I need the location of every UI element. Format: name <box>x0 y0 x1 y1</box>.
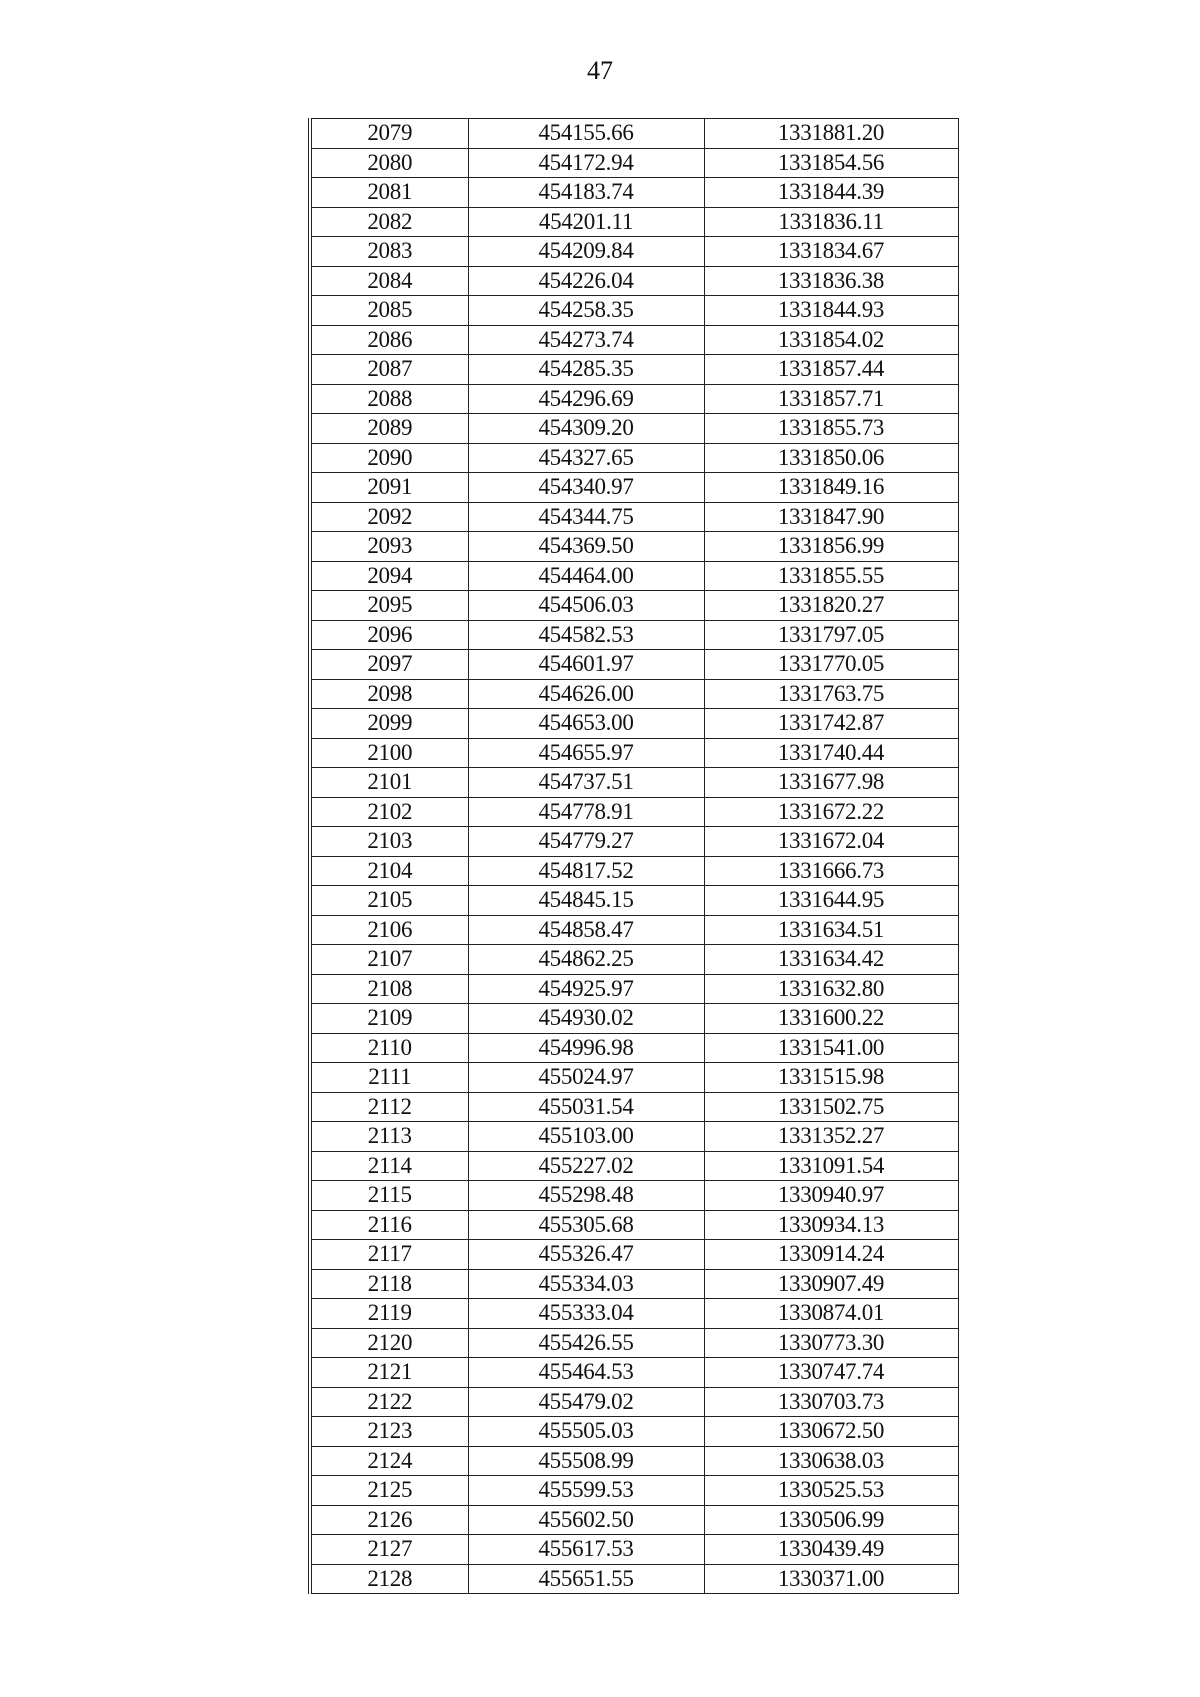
table-row <box>310 1181 958 1211</box>
x-coordinate-cell: 454996.98 <box>468 1033 704 1063</box>
point-number-cell: 2100 <box>310 738 468 768</box>
point-number-cell: 2124 <box>310 1446 468 1476</box>
x-coordinate-cell: 455031.54 <box>468 1092 704 1122</box>
x-coordinate-cell: 455298.48 <box>468 1181 704 1211</box>
x-coordinate-cell: 454340.97 <box>468 473 704 503</box>
y-coordinate-cell: 1331849.16 <box>704 473 958 503</box>
x-coordinate-cell: 454296.69 <box>468 384 704 414</box>
y-coordinate-cell: 1331856.99 <box>704 532 958 562</box>
point-number-cell: 2121 <box>310 1358 468 1388</box>
table-row <box>310 1269 958 1299</box>
y-coordinate-cell: 1330934.13 <box>704 1210 958 1240</box>
y-coordinate-cell: 1331834.67 <box>704 237 958 267</box>
y-coordinate-cell: 1331541.00 <box>704 1033 958 1063</box>
x-coordinate-cell: 455227.02 <box>468 1151 704 1181</box>
x-coordinate-cell: 454653.00 <box>468 709 704 739</box>
point-number-cell: 2126 <box>310 1505 468 1535</box>
y-coordinate-cell: 1331855.73 <box>704 414 958 444</box>
x-coordinate-cell: 455479.02 <box>468 1387 704 1417</box>
point-number-cell: 2085 <box>310 296 468 326</box>
table-row <box>310 1387 958 1417</box>
x-coordinate-cell: 454327.65 <box>468 443 704 473</box>
y-coordinate-cell: 1330940.97 <box>704 1181 958 1211</box>
x-coordinate-cell: 454155.66 <box>468 119 704 149</box>
table-row <box>310 1092 958 1122</box>
x-coordinate-cell: 454817.52 <box>468 856 704 886</box>
y-coordinate-cell: 1331855.55 <box>704 561 958 591</box>
y-coordinate-cell: 1331857.44 <box>704 355 958 385</box>
point-number-cell: 2102 <box>310 797 468 827</box>
table-row <box>310 1417 958 1447</box>
table-row <box>310 1299 958 1329</box>
table-row <box>310 945 958 975</box>
point-number-cell: 2084 <box>310 266 468 296</box>
x-coordinate-cell: 455305.68 <box>468 1210 704 1240</box>
x-coordinate-cell: 454930.02 <box>468 1004 704 1034</box>
point-number-cell: 2095 <box>310 591 468 621</box>
point-number-cell: 2118 <box>310 1269 468 1299</box>
y-coordinate-cell: 1330747.74 <box>704 1358 958 1388</box>
y-coordinate-cell: 1331836.38 <box>704 266 958 296</box>
point-number-cell: 2108 <box>310 974 468 1004</box>
point-number-cell: 2092 <box>310 502 468 532</box>
x-coordinate-cell: 454506.03 <box>468 591 704 621</box>
y-coordinate-cell: 1331740.44 <box>704 738 958 768</box>
table-row <box>310 148 958 178</box>
x-coordinate-cell: 454344.75 <box>468 502 704 532</box>
table-row <box>310 414 958 444</box>
y-coordinate-cell: 1331854.56 <box>704 148 958 178</box>
point-number-cell: 2091 <box>310 473 468 503</box>
table-row <box>310 886 958 916</box>
table-row <box>310 768 958 798</box>
table-row <box>310 1063 958 1093</box>
y-coordinate-cell: 1331672.04 <box>704 827 958 857</box>
point-number-cell: 2106 <box>310 915 468 945</box>
point-number-cell: 2112 <box>310 1092 468 1122</box>
table-row <box>310 266 958 296</box>
point-number-cell: 2117 <box>310 1240 468 1270</box>
y-coordinate-cell: 1330907.49 <box>704 1269 958 1299</box>
table-row <box>310 119 958 149</box>
point-number-cell: 2123 <box>310 1417 468 1447</box>
point-number-cell: 2120 <box>310 1328 468 1358</box>
table-row <box>310 1122 958 1152</box>
table-row <box>310 1535 958 1565</box>
x-coordinate-cell: 454601.97 <box>468 650 704 680</box>
x-coordinate-cell: 454779.27 <box>468 827 704 857</box>
x-coordinate-cell: 454201.11 <box>468 207 704 237</box>
point-number-cell: 2096 <box>310 620 468 650</box>
table-row <box>310 797 958 827</box>
x-coordinate-cell: 454258.35 <box>468 296 704 326</box>
table-row <box>310 1505 958 1535</box>
y-coordinate-cell: 1331502.75 <box>704 1092 958 1122</box>
y-coordinate-cell: 1331515.98 <box>704 1063 958 1093</box>
table-row <box>310 1033 958 1063</box>
x-coordinate-cell: 454626.00 <box>468 679 704 709</box>
y-coordinate-cell: 1331672.22 <box>704 797 958 827</box>
y-coordinate-cell: 1331634.51 <box>704 915 958 945</box>
x-coordinate-cell: 454925.97 <box>468 974 704 1004</box>
table-row <box>310 207 958 237</box>
x-coordinate-cell: 454655.97 <box>468 738 704 768</box>
y-coordinate-cell: 1331881.20 <box>704 119 958 149</box>
y-coordinate-cell: 1331677.98 <box>704 768 958 798</box>
table-row <box>310 915 958 945</box>
x-coordinate-cell: 454285.35 <box>468 355 704 385</box>
table-row <box>310 325 958 355</box>
x-coordinate-cell: 455599.53 <box>468 1476 704 1506</box>
point-number-cell: 2111 <box>310 1063 468 1093</box>
point-number-cell: 2122 <box>310 1387 468 1417</box>
y-coordinate-cell: 1331844.93 <box>704 296 958 326</box>
table-row <box>310 502 958 532</box>
x-coordinate-cell: 454858.47 <box>468 915 704 945</box>
point-number-cell: 2094 <box>310 561 468 591</box>
y-coordinate-cell: 1330506.99 <box>704 1505 958 1535</box>
table-row <box>310 1358 958 1388</box>
point-number-cell: 2109 <box>310 1004 468 1034</box>
y-coordinate-cell: 1331632.80 <box>704 974 958 1004</box>
point-number-cell: 2116 <box>310 1210 468 1240</box>
table-row <box>310 591 958 621</box>
x-coordinate-cell: 455505.03 <box>468 1417 704 1447</box>
x-coordinate-cell: 454845.15 <box>468 886 704 916</box>
y-coordinate-cell: 1331844.39 <box>704 178 958 208</box>
y-coordinate-cell: 1331797.05 <box>704 620 958 650</box>
table-row <box>310 1564 958 1594</box>
y-coordinate-cell: 1331600.22 <box>704 1004 958 1034</box>
y-coordinate-cell: 1331634.42 <box>704 945 958 975</box>
y-coordinate-cell: 1331091.54 <box>704 1151 958 1181</box>
y-coordinate-cell: 1331644.95 <box>704 886 958 916</box>
point-number-cell: 2114 <box>310 1151 468 1181</box>
point-number-cell: 2087 <box>310 355 468 385</box>
point-number-cell: 2099 <box>310 709 468 739</box>
y-coordinate-cell: 1330638.03 <box>704 1446 958 1476</box>
table-row <box>310 384 958 414</box>
y-coordinate-cell: 1331666.73 <box>704 856 958 886</box>
y-coordinate-cell: 1330703.73 <box>704 1387 958 1417</box>
coordinate-table-body <box>310 119 958 1594</box>
y-coordinate-cell: 1330914.24 <box>704 1240 958 1270</box>
table-row <box>310 237 958 267</box>
x-coordinate-cell: 454582.53 <box>468 620 704 650</box>
point-number-cell: 2119 <box>310 1299 468 1329</box>
y-coordinate-cell: 1331836.11 <box>704 207 958 237</box>
table-row <box>310 178 958 208</box>
point-number-cell: 2082 <box>310 207 468 237</box>
x-coordinate-cell: 455333.04 <box>468 1299 704 1329</box>
table-row <box>310 296 958 326</box>
y-coordinate-cell: 1330874.01 <box>704 1299 958 1329</box>
y-coordinate-cell: 1331854.02 <box>704 325 958 355</box>
point-number-cell: 2103 <box>310 827 468 857</box>
x-coordinate-cell: 455334.03 <box>468 1269 704 1299</box>
x-coordinate-cell: 454226.04 <box>468 266 704 296</box>
point-number-cell: 2113 <box>310 1122 468 1152</box>
point-number-cell: 2105 <box>310 886 468 916</box>
table-row <box>310 473 958 503</box>
x-coordinate-cell: 454309.20 <box>468 414 704 444</box>
table-row <box>310 1004 958 1034</box>
y-coordinate-cell: 1331352.27 <box>704 1122 958 1152</box>
x-coordinate-cell: 454369.50 <box>468 532 704 562</box>
y-coordinate-cell: 1330672.50 <box>704 1417 958 1447</box>
point-number-cell: 2125 <box>310 1476 468 1506</box>
table-row <box>310 650 958 680</box>
y-coordinate-cell: 1331857.71 <box>704 384 958 414</box>
point-number-cell: 2093 <box>310 532 468 562</box>
table-row <box>310 974 958 1004</box>
table-row <box>310 827 958 857</box>
point-number-cell: 2079 <box>310 119 468 149</box>
y-coordinate-cell: 1331742.87 <box>704 709 958 739</box>
page-number: 47 <box>587 56 613 85</box>
point-number-cell: 2097 <box>310 650 468 680</box>
x-coordinate-cell: 455326.47 <box>468 1240 704 1270</box>
table-row <box>310 1210 958 1240</box>
table-row <box>310 1328 958 1358</box>
table-row <box>310 738 958 768</box>
y-coordinate-cell: 1331763.75 <box>704 679 958 709</box>
x-coordinate-cell: 454273.74 <box>468 325 704 355</box>
point-number-cell: 2115 <box>310 1181 468 1211</box>
x-coordinate-cell: 454778.91 <box>468 797 704 827</box>
table-row <box>310 1446 958 1476</box>
table-row <box>310 443 958 473</box>
x-coordinate-cell: 455617.53 <box>468 1535 704 1565</box>
y-coordinate-cell: 1331850.06 <box>704 443 958 473</box>
table-row <box>310 1240 958 1270</box>
table-row <box>310 709 958 739</box>
y-coordinate-cell: 1330371.00 <box>704 1564 958 1594</box>
point-number-cell: 2090 <box>310 443 468 473</box>
point-number-cell: 2104 <box>310 856 468 886</box>
point-number-cell: 2083 <box>310 237 468 267</box>
table-row <box>310 1151 958 1181</box>
point-number-cell: 2089 <box>310 414 468 444</box>
y-coordinate-cell: 1331847.90 <box>704 502 958 532</box>
x-coordinate-cell: 455464.53 <box>468 1358 704 1388</box>
table-row <box>310 856 958 886</box>
x-coordinate-cell: 454862.25 <box>468 945 704 975</box>
table-row <box>310 1476 958 1506</box>
point-number-cell: 2080 <box>310 148 468 178</box>
table-row <box>310 532 958 562</box>
table-row <box>310 679 958 709</box>
table-row <box>310 620 958 650</box>
x-coordinate-cell: 454737.51 <box>468 768 704 798</box>
table-row <box>310 561 958 591</box>
table-row <box>310 355 958 385</box>
x-coordinate-cell: 455103.00 <box>468 1122 704 1152</box>
x-coordinate-cell: 455426.55 <box>468 1328 704 1358</box>
x-coordinate-cell: 454183.74 <box>468 178 704 208</box>
point-number-cell: 2098 <box>310 679 468 709</box>
point-number-cell: 2128 <box>310 1564 468 1594</box>
x-coordinate-cell: 455508.99 <box>468 1446 704 1476</box>
point-number-cell: 2086 <box>310 325 468 355</box>
coordinate-table <box>308 118 959 1594</box>
x-coordinate-cell: 455651.55 <box>468 1564 704 1594</box>
x-coordinate-cell: 455024.97 <box>468 1063 704 1093</box>
x-coordinate-cell: 454172.94 <box>468 148 704 178</box>
x-coordinate-cell: 454209.84 <box>468 237 704 267</box>
point-number-cell: 2110 <box>310 1033 468 1063</box>
point-number-cell: 2101 <box>310 768 468 798</box>
y-coordinate-cell: 1330773.30 <box>704 1328 958 1358</box>
x-coordinate-cell: 455602.50 <box>468 1505 704 1535</box>
point-number-cell: 2107 <box>310 945 468 975</box>
y-coordinate-cell: 1330525.53 <box>704 1476 958 1506</box>
point-number-cell: 2088 <box>310 384 468 414</box>
y-coordinate-cell: 1330439.49 <box>704 1535 958 1565</box>
point-number-cell: 2081 <box>310 178 468 208</box>
y-coordinate-cell: 1331820.27 <box>704 591 958 621</box>
x-coordinate-cell: 454464.00 <box>468 561 704 591</box>
point-number-cell: 2127 <box>310 1535 468 1565</box>
y-coordinate-cell: 1331770.05 <box>704 650 958 680</box>
